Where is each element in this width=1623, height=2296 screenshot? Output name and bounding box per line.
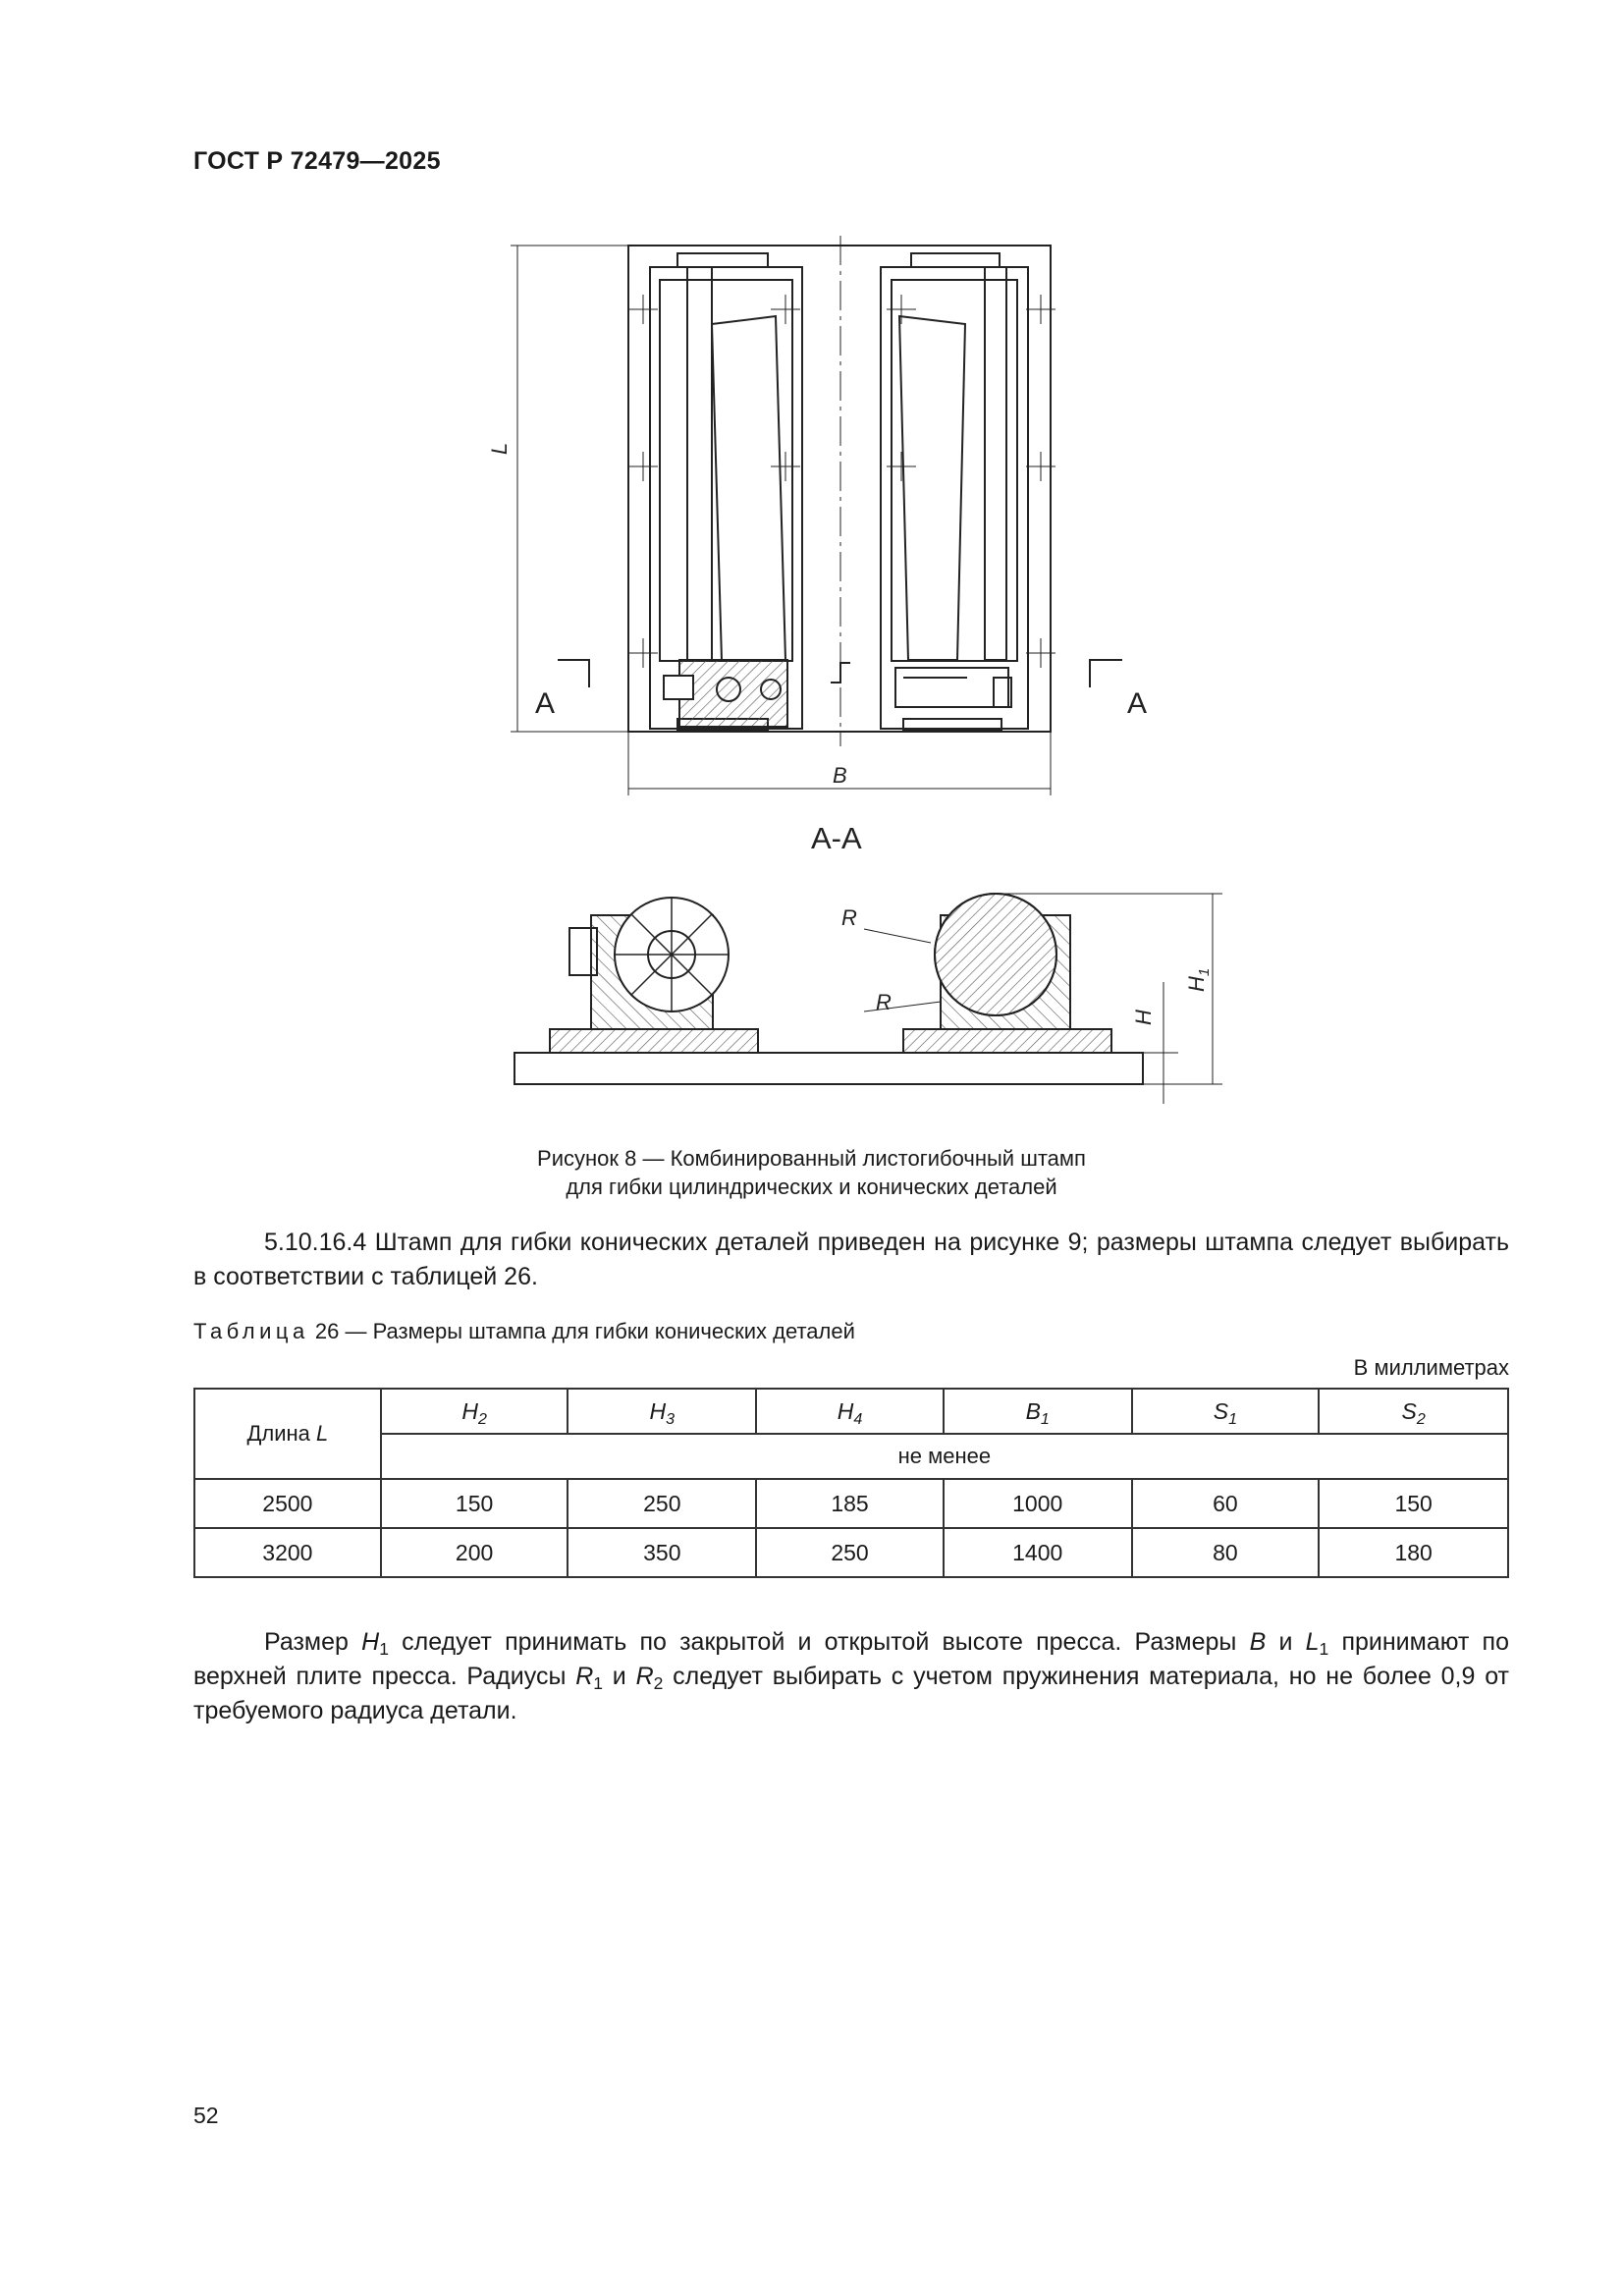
page-number: 52: [193, 2103, 219, 2128]
section-title: А-А: [811, 821, 862, 855]
table-cell: 250: [568, 1479, 756, 1528]
column-header-length: Длина L: [194, 1389, 381, 1479]
column-header-b1: $B_1$: [944, 1389, 1132, 1434]
dimension-H-label: H: [1131, 1010, 1156, 1025]
table-cell: 150: [1319, 1479, 1508, 1528]
column-header-h2: $H_2$: [381, 1389, 568, 1434]
die-base-outline: [628, 246, 1051, 732]
table-cell: 200: [381, 1528, 568, 1577]
table-row: [194, 1479, 1508, 1528]
dimension-L-label: L: [487, 442, 512, 455]
table-title-text: 26 — Размеры штампа для гибки конических деталей: [308, 1319, 855, 1343]
table-cell: 80: [1132, 1528, 1320, 1577]
column-header-h4: $H_4$: [756, 1389, 944, 1434]
table-title-prefix: Таблица: [193, 1319, 309, 1343]
document-header: ГОСТ Р 72479—2025: [193, 147, 441, 175]
table-cell: 250: [756, 1528, 944, 1577]
paragraph-5-10-16-4: 5.10.16.4 Штамп для гибки конических деталей приведен на рисунке 9; размеры штампа следует выбирать в соответствии с таблицей 26.: [193, 1229, 1509, 1290]
subheader-not-less: не менее: [381, 1434, 1508, 1479]
section-mark-right: A: [1127, 687, 1148, 720]
radius-label-top: R: [841, 905, 857, 930]
table-cell: 3200: [194, 1528, 381, 1577]
table-row: [194, 1528, 1508, 1577]
table-title: [193, 1319, 855, 1344]
dimensions-table: [193, 1388, 1509, 1578]
radius-label-bottom: R: [876, 990, 892, 1014]
table-cell: 2500: [194, 1479, 381, 1528]
section-view: [514, 894, 1222, 1104]
paragraph-dimensions-note: Размер $H_1$ следует принимать по закрытой и открытой высоте пресса. Размеры B и $L_1$ принимают по верхней плите пресса. Радиусы $R_1$ и $R_2$ следует выбирать с учетом пружинения материала, но не более 0,9 от требуемого радиуса детали.: [193, 1628, 1510, 1724]
table-units: В миллиметрах: [1353, 1355, 1509, 1380]
figure-caption-line1: Рисунок 8 — Комбинированный листогибочный штамп: [537, 1146, 1086, 1171]
figure-caption-line2: для гибки цилиндрических и конических деталей: [566, 1175, 1057, 1199]
table-cell: 60: [1132, 1479, 1320, 1528]
table-cell: 1400: [944, 1528, 1132, 1577]
table-cell: 185: [756, 1479, 944, 1528]
table-cell: 150: [381, 1479, 568, 1528]
table-cell: 1000: [944, 1479, 1132, 1528]
plan-view: [511, 236, 1122, 795]
table-cell: 350: [568, 1528, 756, 1577]
table-cell: 180: [1319, 1528, 1508, 1577]
column-header-h3: $H_3$: [568, 1389, 756, 1434]
column-header-s1: $S_1$: [1132, 1389, 1320, 1434]
column-header-s2: $S_2$: [1319, 1389, 1508, 1434]
dimension-H1-label: $H_1$: [1184, 967, 1213, 992]
dimension-B-label: B: [833, 763, 847, 788]
section-mark-left: A: [535, 687, 556, 720]
